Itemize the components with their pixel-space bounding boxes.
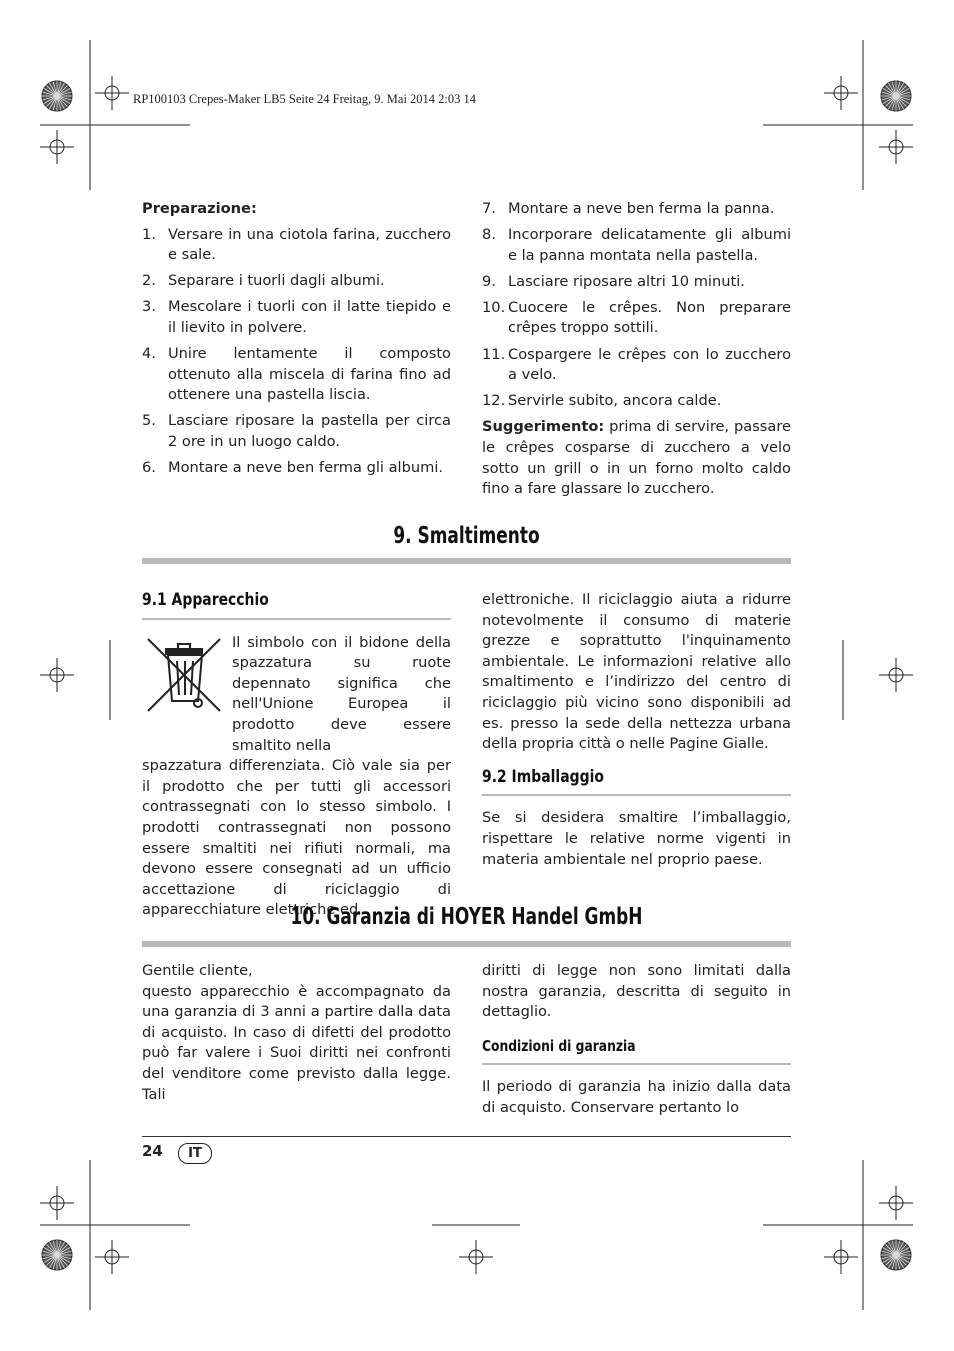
- step-text: Montare a neve ben ferma gli albumi.: [168, 459, 444, 477]
- step-number: 11.: [482, 345, 506, 363]
- print-slug: RP100103 Crepes-Maker LB5 Seite 24 Freitag, 9. Mai 2014 2:03 14: [133, 92, 477, 106]
- page-number: 24: [142, 1142, 163, 1160]
- section10-rule: [142, 941, 791, 947]
- sec10-right-column: [482, 961, 791, 1119]
- step-text: Separare i tuorli dagli albumi.: [168, 272, 385, 290]
- step-text: Cospargere le crêpes con lo zucchero a velo.: [508, 345, 791, 384]
- prep-step: [482, 298, 791, 339]
- step-text: Unire lentamente il composto ottenuto alla miscela di farina fino ad ottenere una pastella liscia.: [168, 345, 451, 404]
- step-number: 8.: [482, 226, 496, 244]
- step-number: 6.: [142, 459, 156, 477]
- warranty-conditions-text: Il periodo di garanzia ha inizio dalla data di acquisto. Conservare pertanto lo: [482, 1078, 791, 1116]
- prep-step: [142, 225, 451, 266]
- step-text: Lasciare riposare la pastella per circa 2 ore in un luogo caldo.: [168, 412, 451, 450]
- section9-title: 9. Smaltimento: [393, 523, 540, 549]
- sec91-continued: elettroniche. Il riciclaggio aiuta a ridurre notevolmente il consumo di materie grezze e soprattutto l'inquinamento ambientale. Le informazioni relative allo smaltimento e l’indirizzo del centro di riciclaggio più vicino sono disponibili ad es. presso la sede della nettezza urbana della propria città o nelle Pagine Gialle.: [482, 591, 791, 753]
- step-number: 12.: [482, 392, 506, 410]
- prep-left-column: [142, 199, 451, 484]
- prep-steps-left: [142, 225, 451, 479]
- step-number: 7.: [482, 200, 496, 217]
- step-text: Incorporare delicatamente gli albumi e la panna montata nella pastella.: [508, 226, 791, 264]
- tip-paragraph: [482, 417, 791, 499]
- sec91-title: 9.1 Apparecchio: [142, 590, 269, 610]
- weee-bin-icon: [142, 633, 232, 715]
- prep-step: [142, 271, 451, 292]
- sec92-text: Se si desidera smaltire l’imballaggio, rispettare le relative norme vigenti in materia ambientale nel proprio paese.: [482, 809, 791, 868]
- step-text: Mescolare i tuorli con il latte tiepido e il lievito in polvere.: [168, 298, 451, 336]
- greeting: Gentile cliente,: [142, 962, 253, 979]
- step-number: 1.: [142, 225, 156, 243]
- prep-step: [142, 344, 451, 406]
- prep-step: [482, 199, 791, 220]
- prep-step: [482, 272, 791, 293]
- prep-right-column: [482, 199, 791, 500]
- tip-label: Suggerimento:: [482, 418, 605, 436]
- prep-step: [142, 297, 451, 338]
- step-number: 3.: [142, 298, 156, 316]
- prep-heading: Preparazione:: [142, 200, 257, 217]
- step-text: Lasciare riposare altri 10 minuti.: [508, 272, 745, 290]
- step-number: 2.: [142, 272, 156, 290]
- prep-step: [142, 458, 451, 479]
- sec91-rule: [142, 618, 451, 620]
- step-number: 5.: [142, 412, 156, 430]
- sec92-title: 9.2 Imballaggio: [482, 766, 604, 787]
- prep-steps-right: [482, 199, 791, 412]
- prep-step: [142, 411, 451, 452]
- sec91-body: spazzatura differenziata. Ciò vale sia per il prodotto che per tutti gli accessori contrassegnati con lo stesso simbolo. I prodotti contrassegnati non possono essere smaltiti nei rifiuti normali, ma devono essere consegnati ad un ufficio accettazione di riciclaggio di apparecchiature elettriche ed: [142, 757, 451, 919]
- step-text: Servirle subito, ancora calde.: [508, 392, 722, 410]
- step-number: 10.: [482, 298, 506, 316]
- warranty-conditions-title: Condizioni di garanzia: [482, 1036, 636, 1055]
- step-number: 9.: [482, 272, 496, 290]
- sec10-left-column: [142, 961, 451, 1105]
- prep-step: [482, 391, 791, 412]
- prep-step: [482, 345, 791, 386]
- step-text: Montare a neve ben ferma la panna.: [508, 200, 775, 217]
- sec10-right-text: diritti di legge non sono limitati dalla nostra garanzia, descritta di seguito in dettaglio.: [482, 962, 791, 1021]
- sec92-column: [482, 590, 791, 870]
- warranty-conditions-rule: [482, 1063, 791, 1065]
- step-text: Versare in una ciotola farina, zucchero e sale.: [168, 225, 451, 264]
- prep-step: [482, 225, 791, 266]
- tip-text: prima di servire, passare le crêpes cosparse di zucchero a velo sotto un grill o in un forno molto caldo fino a fare glassare lo zucchero.: [482, 418, 791, 498]
- footer-rule: [142, 1136, 791, 1137]
- step-text: Cuocere le crêpes. Non preparare crêpes troppo sottili.: [508, 298, 791, 337]
- sec91-intro: Il simbolo con il bidone della spazzatura su ruote depennato significa che nell'Unione Europea il prodotto deve essere smaltito nella: [232, 633, 451, 754]
- section9-rule: [142, 558, 791, 564]
- sec91-column: [142, 590, 451, 921]
- step-number: 4.: [142, 345, 156, 363]
- sec92-rule: [482, 794, 791, 796]
- sec10-left-text: questo apparecchio è accompagnato da una garanzia di 3 anni a partire dalla data di acquisto. In caso di difetti del prodotto può far valere i Suoi diritti nei confronti del venditore come previsto dalla legge. Tali: [142, 982, 451, 1103]
- language-badge: IT: [178, 1143, 212, 1164]
- section10-title: 10. Garanzia di HOYER Handel GmbH: [290, 904, 643, 930]
